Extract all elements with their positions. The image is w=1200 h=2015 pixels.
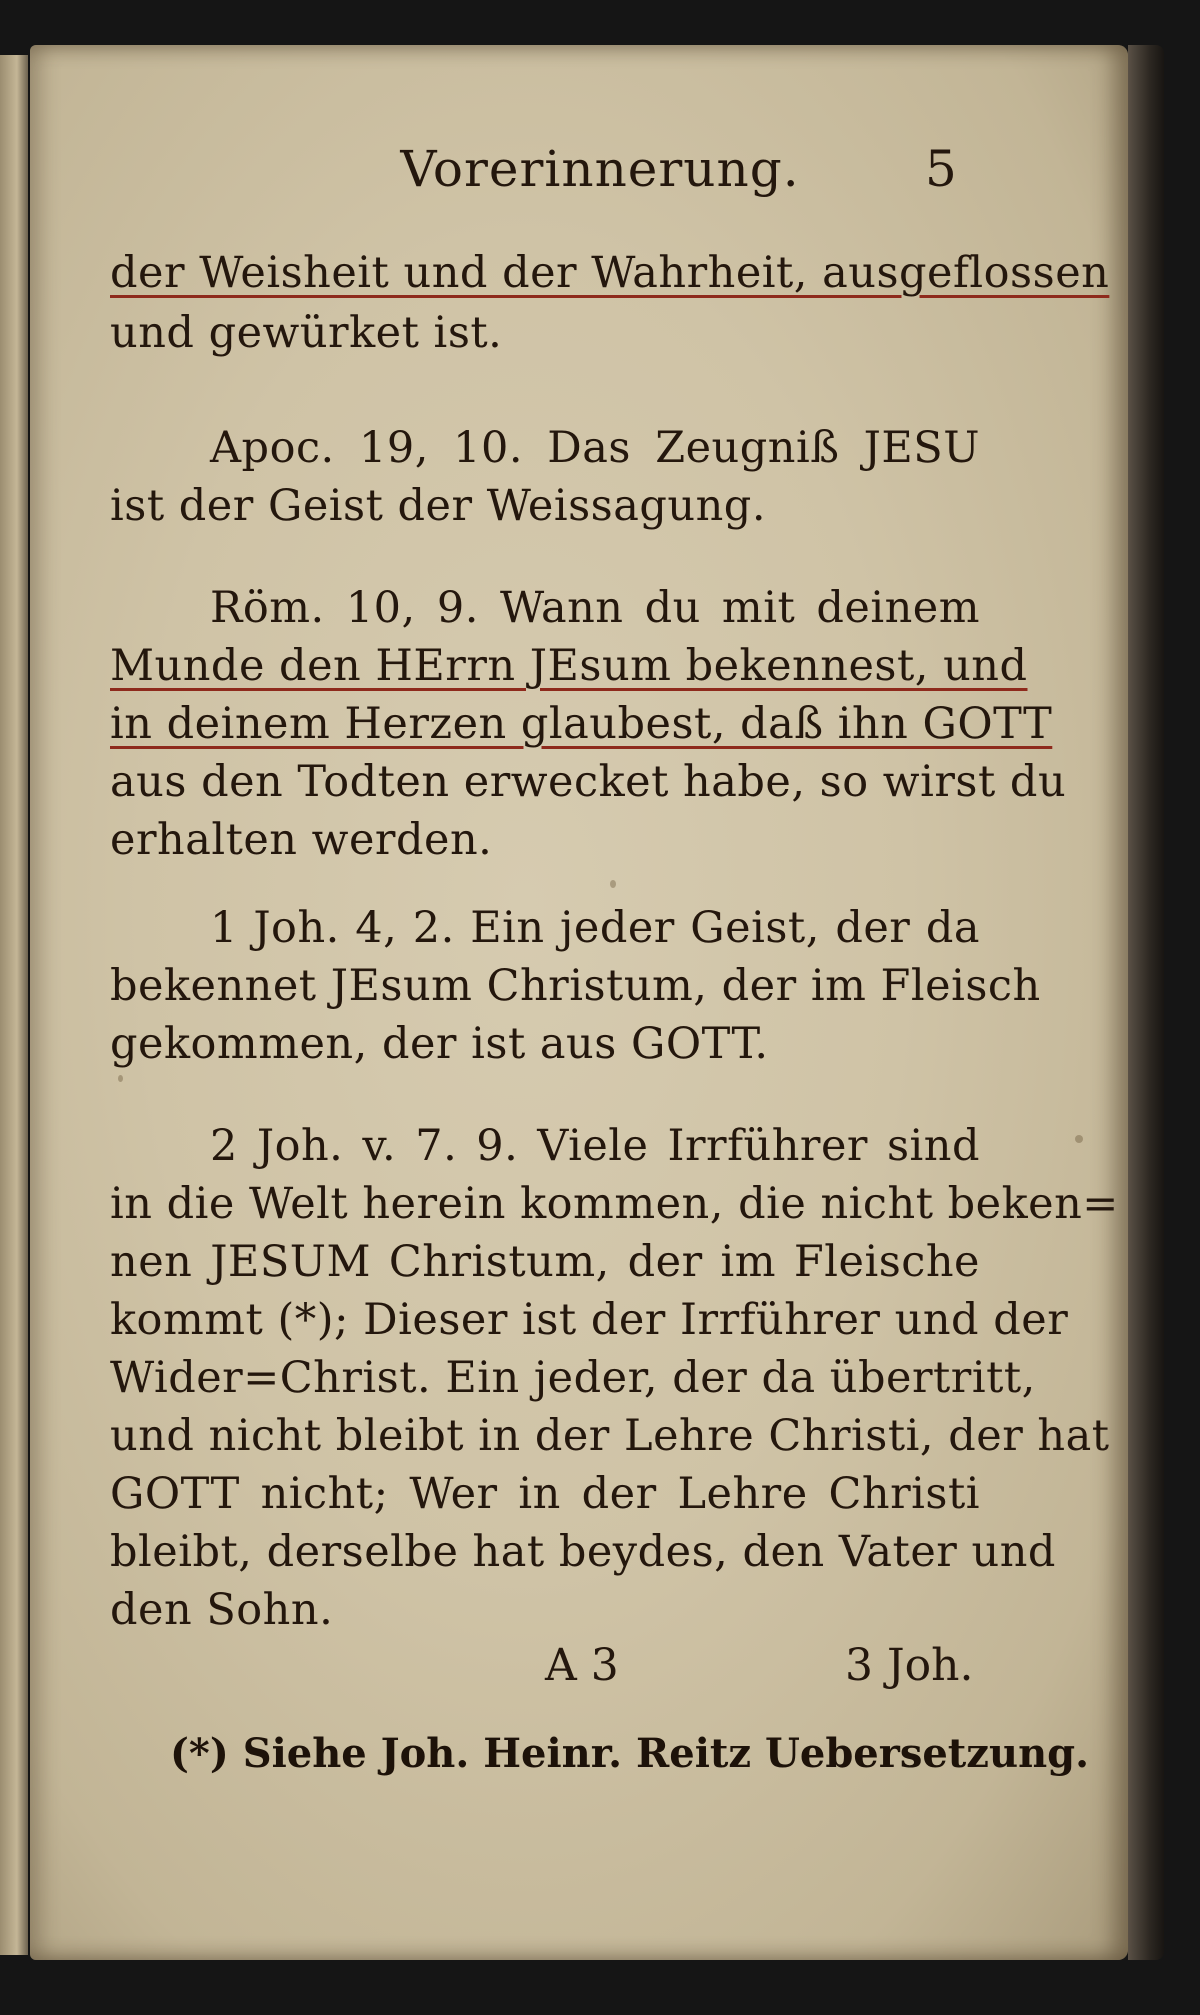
text-line: GOTT nicht; Wer in der Lehre Christi bbox=[110, 1469, 980, 1519]
footnote: (*) Siehe Joh. Heinr. Reitz Uebersetzung. bbox=[170, 1730, 1090, 1777]
text-line: und gewürket ist. bbox=[110, 308, 503, 358]
paper-speck bbox=[610, 880, 616, 888]
text-line: Röm. 10, 9. Wann du mit deinem bbox=[210, 583, 980, 633]
text-line: ist der Geist der Weissagung. bbox=[110, 481, 766, 531]
text-line: bekennet JEsum Christum, der im Fleisch bbox=[110, 961, 1041, 1011]
text-line: aus den Todten erwecket habe, so wirst du bbox=[110, 757, 1067, 807]
running-header-title: Vorerinnerung. bbox=[400, 140, 800, 198]
text-line: und nicht bleibt in der Lehre Christi, der hat bbox=[110, 1411, 1110, 1461]
text-line: in deinem Herzen glaubest, daß ihn GOTT bbox=[110, 699, 1053, 749]
text-line: der Weisheit und der Wahrheit, ausgeflossen bbox=[110, 248, 1110, 298]
text-line: kommt (*); Dieser ist der Irrführer und der bbox=[110, 1295, 1069, 1345]
text-line: Apoc. 19, 10. Das Zeugniß JESU bbox=[210, 423, 980, 473]
text-line: 2 Joh. v. 7. 9. Viele Irrführer sind bbox=[210, 1121, 980, 1171]
page-number: 5 bbox=[925, 140, 957, 198]
paper-speck bbox=[118, 1075, 123, 1082]
text-line: gekommen, der ist aus GOTT. bbox=[110, 1019, 769, 1069]
text-line: den Sohn. bbox=[110, 1585, 334, 1635]
facing-page-edge bbox=[0, 55, 28, 1955]
book-cover-edge bbox=[1128, 45, 1164, 1960]
text-line: 1 Joh. 4, 2. Ein jeder Geist, der da bbox=[210, 903, 980, 953]
text-line: Wider=Christ. Ein jeder, der da übertritt, bbox=[110, 1353, 1036, 1403]
signature-mark: A 3 bbox=[545, 1640, 619, 1691]
text-line: erhalten werden. bbox=[110, 815, 493, 865]
text-line: Munde den HErrn JEsum bekennest, und bbox=[110, 641, 1028, 691]
catchword: 3 Joh. bbox=[845, 1640, 974, 1691]
text-line: in die Welt herein kommen, die nicht beken= bbox=[110, 1179, 1119, 1229]
paper-speck bbox=[1075, 1135, 1083, 1143]
text-line: bleibt, derselbe hat beydes, den Vater und bbox=[110, 1527, 1056, 1577]
text-line: nen JESUM Christum, der im Fleische bbox=[110, 1237, 980, 1287]
